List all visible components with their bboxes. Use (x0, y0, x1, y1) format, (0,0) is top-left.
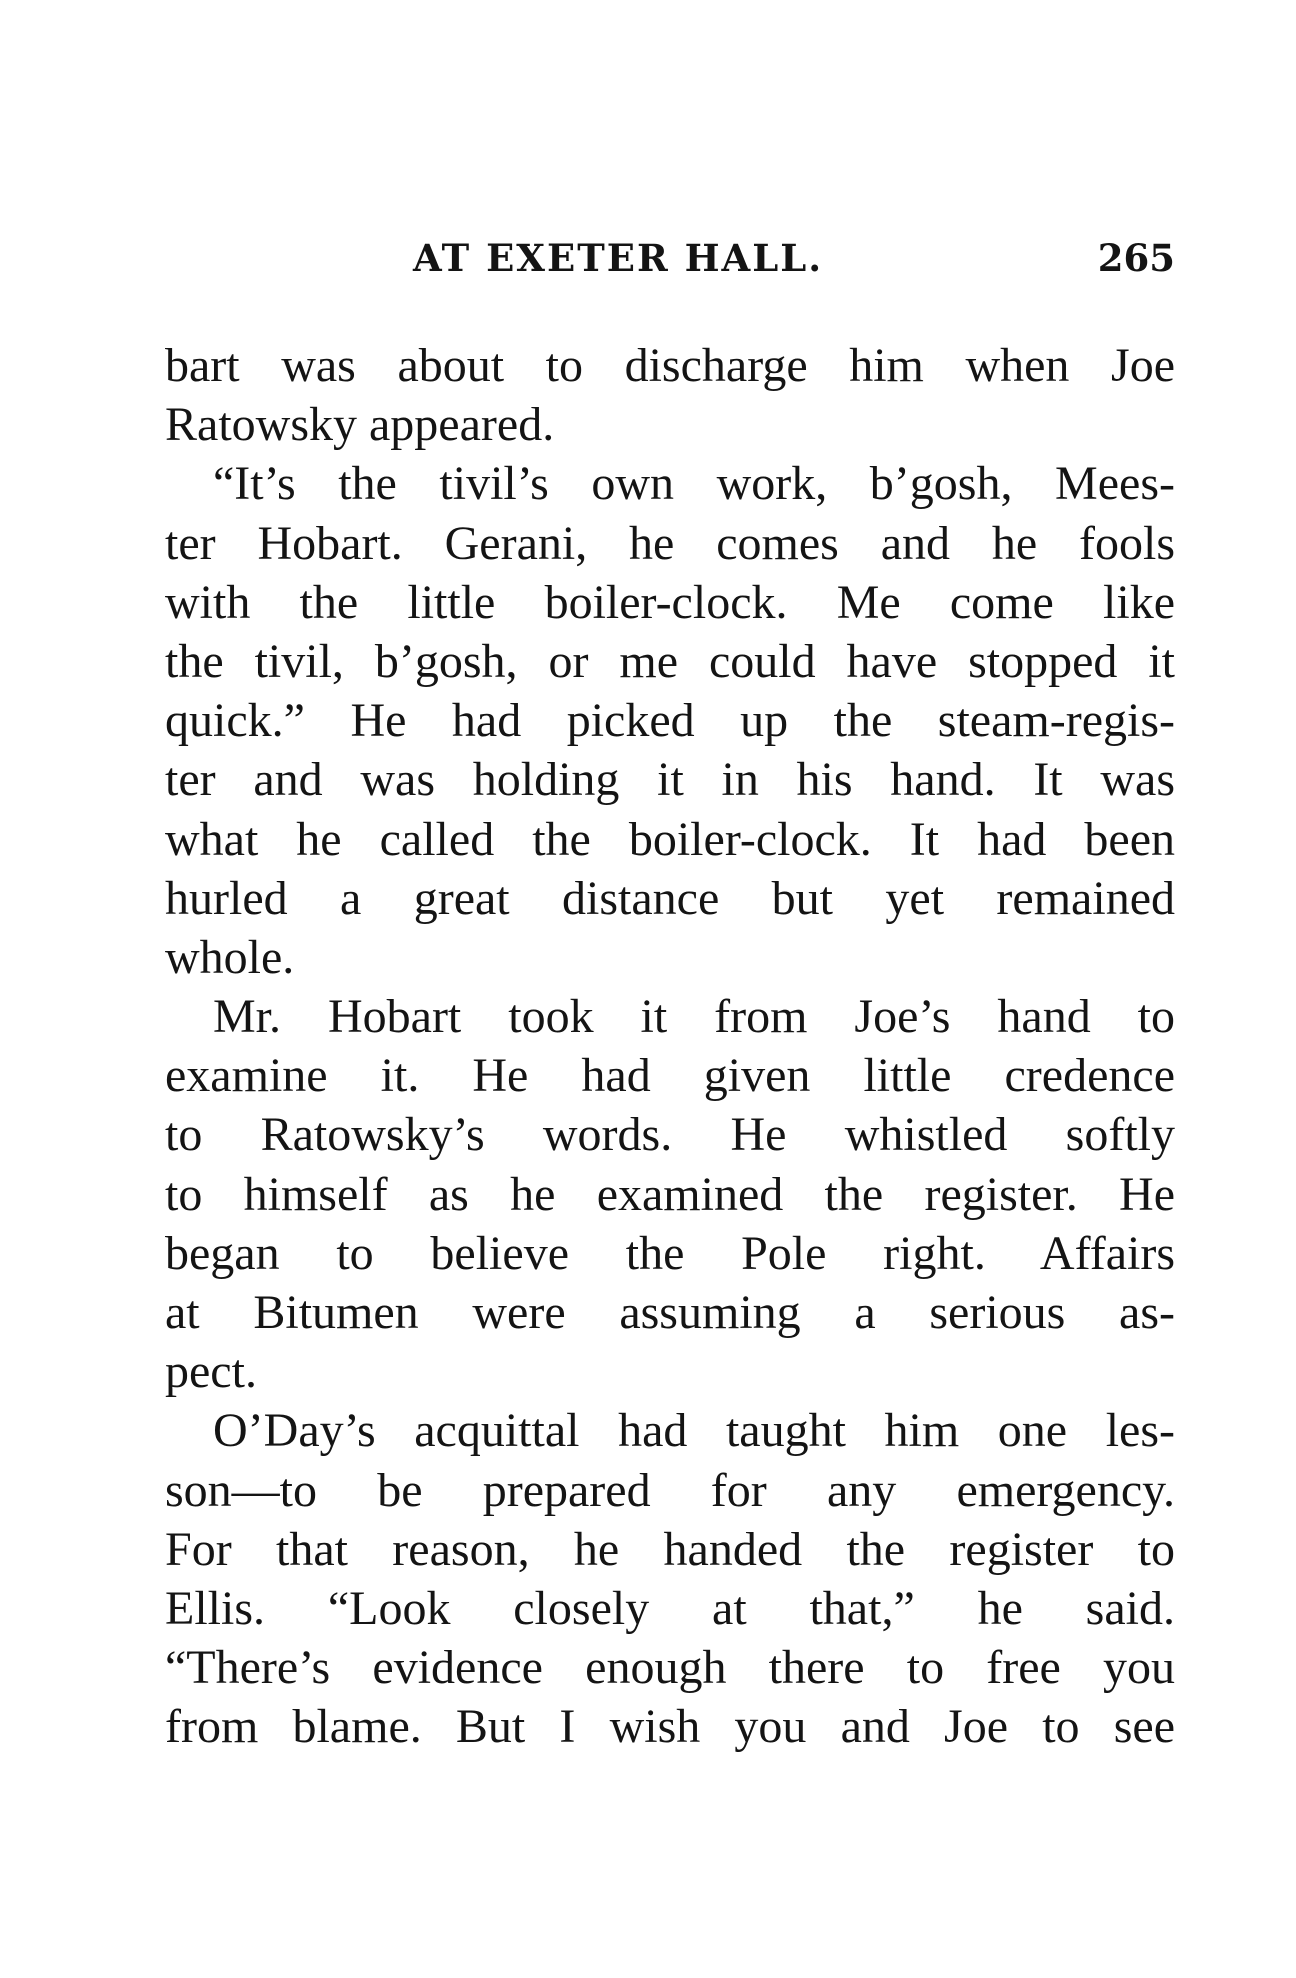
text-line: ter Hobart. Gerani, he comes and he fools (165, 516, 1175, 570)
text-line: examine it. He had given little credence (165, 1049, 1175, 1103)
text-line: the tivil, b’gosh, or me could have stopped it (165, 634, 1175, 688)
text-line: son—to be prepared for any emergency. (165, 1463, 1175, 1517)
text-line: began to believe the Pole right. Affairs (165, 1226, 1175, 1280)
text-line: ter and was holding it in his hand. It was (165, 753, 1175, 807)
text-line: from blame. But I wish you and Joe to see (165, 1700, 1175, 1754)
text-line: with the little boiler-clock. Me come like (165, 575, 1175, 629)
text-line: at Bitumen were assuming a serious as- (165, 1286, 1175, 1339)
text-line: whole. (165, 930, 295, 984)
text-line: For that reason, he handed the register to (165, 1522, 1175, 1576)
text-line: Mr. Hobart took it from Joe’s hand to (213, 990, 1175, 1044)
text-line: hurled a great distance but yet remained (165, 871, 1175, 925)
running-head (165, 236, 1175, 286)
text-line: O’Day’s acquittal had taught him one les- (213, 1404, 1175, 1458)
text-line: Ratowsky appeared. (165, 398, 555, 452)
text-line: Ellis. “Look closely at that,” he said. (165, 1581, 1175, 1635)
text-line: what he called the boiler-clock. It had been (165, 812, 1175, 866)
running-title: AT EXETER HALL. (413, 236, 824, 280)
text-line: bart was about to discharge him when Joe (165, 339, 1175, 392)
text-line: to himself as he examined the register. He (165, 1167, 1175, 1221)
page-number: 265 (1097, 236, 1175, 280)
text-line: quick.” He had picked up the steam-regis- (165, 694, 1175, 748)
text-line: “It’s the tivil’s own work, b’gosh, Mees- (213, 457, 1175, 511)
text-line: to Ratowsky’s words. He whistled softly (165, 1108, 1175, 1162)
text-line: “There’s evidence enough there to free you (165, 1641, 1175, 1695)
text-line: pect. (165, 1345, 257, 1399)
body-text (165, 336, 1175, 1757)
